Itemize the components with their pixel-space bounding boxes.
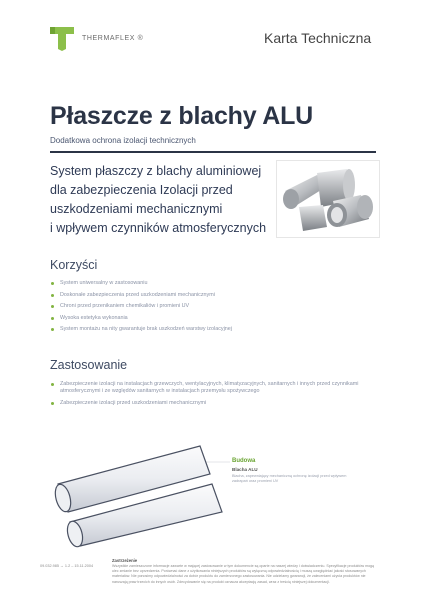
bullet-icon (51, 328, 54, 331)
bullet-icon (51, 294, 54, 297)
title-divider (50, 151, 376, 153)
construction-description: Blacha, zapewniający mechaniczną ochronę izolacji przed wpływem zadrapań oraz promieni UV (232, 474, 347, 484)
intro-line: dla zabezpieczenia Izolacji przed (50, 183, 233, 197)
pipe-cladding-diagram (40, 438, 230, 548)
intro-text (50, 162, 280, 238)
list-item: Doskonałe zabezpieczenia przed uszkodzeniami mechanicznymi (50, 292, 380, 299)
applications-title: Zastosowanie (50, 358, 128, 372)
page-subtitle: Dodatkowa ochrona izolacji technicznych (50, 136, 196, 145)
benefits-title: Korzyści (50, 258, 98, 272)
construction-label: Budowa (232, 458, 256, 464)
thermaflex-logo-icon (50, 25, 76, 51)
benefits-list (50, 280, 380, 338)
bullet-icon (51, 305, 54, 308)
bullet-icon (51, 383, 54, 386)
product-photo (276, 160, 380, 238)
document-type: Karta Techniczna (264, 30, 372, 46)
bullet-icon (51, 282, 54, 285)
bullet-icon (51, 317, 54, 320)
list-item: System uniwersalny w zastosowaniu (50, 280, 380, 287)
list-item: Zabezpieczenie izolacji przed uszkodzeniami mechanicznymi (50, 400, 380, 407)
disclaimer-heading: Zastrzeżenie (112, 558, 138, 563)
list-item: Wysoka estetyka wykonania (50, 315, 380, 322)
intro-line: uszkodzeniami mechanicznymi (50, 202, 223, 216)
construction-material: Blacha ALU (232, 467, 258, 472)
brand-name: THERMAFLEX ® (82, 35, 144, 42)
list-item: System montażu na nity gwarantuje brak uszkodzeń warstwy izolacyjnej (50, 326, 380, 333)
intro-line: System płaszczy z blachy aluminiowej (50, 164, 262, 178)
document-code: 09.032.985 → 1.2 – 15.11.2004 (40, 564, 94, 568)
disclaimer-text: Wszystkie zamieszczone informacje zawarte w mającej zastosowanie w tym dokumencie są oparte na naszej wiedzy i doświadczeniu. Specyfikacje produktów mogą ulec zmianie bez uprzedzenia. Porównać dane z użytkowania niniejszych produktów są wyłączną odpowiedzialnością i muszą uwzględniać jakość stosowanych materiałów. Nie ponosimy odpowiedzialności za dobór produktu do zamierzonego zastosowania. Nie udzielamy gwarancji, że zaleceniami użycia produktów nie naruszają praw trzecich do innych osób. Zdecydowanie się na produkt oznacza akceptację zasad, wraz z treścią niniejszej dokumentacji. (112, 564, 375, 584)
applications-list (50, 381, 380, 411)
intro-line: i wpływem czynników atmosferycznych (50, 221, 267, 235)
bullet-icon (51, 402, 54, 405)
page-title: Płaszcze z blachy ALU (50, 102, 314, 130)
list-item: Zabezpieczenie izolacji na instalacjach grzewczych, wentylacyjnych, klimatyzacyjnych, sanitarnych i innych przed czynnikami atmosferycznymi i ze względów sanitarnych w instalacjach przemysłu spożywczego (50, 381, 380, 396)
list-item: Chroni przed przenikaniem chemikaliów i promieni UV (50, 303, 380, 310)
